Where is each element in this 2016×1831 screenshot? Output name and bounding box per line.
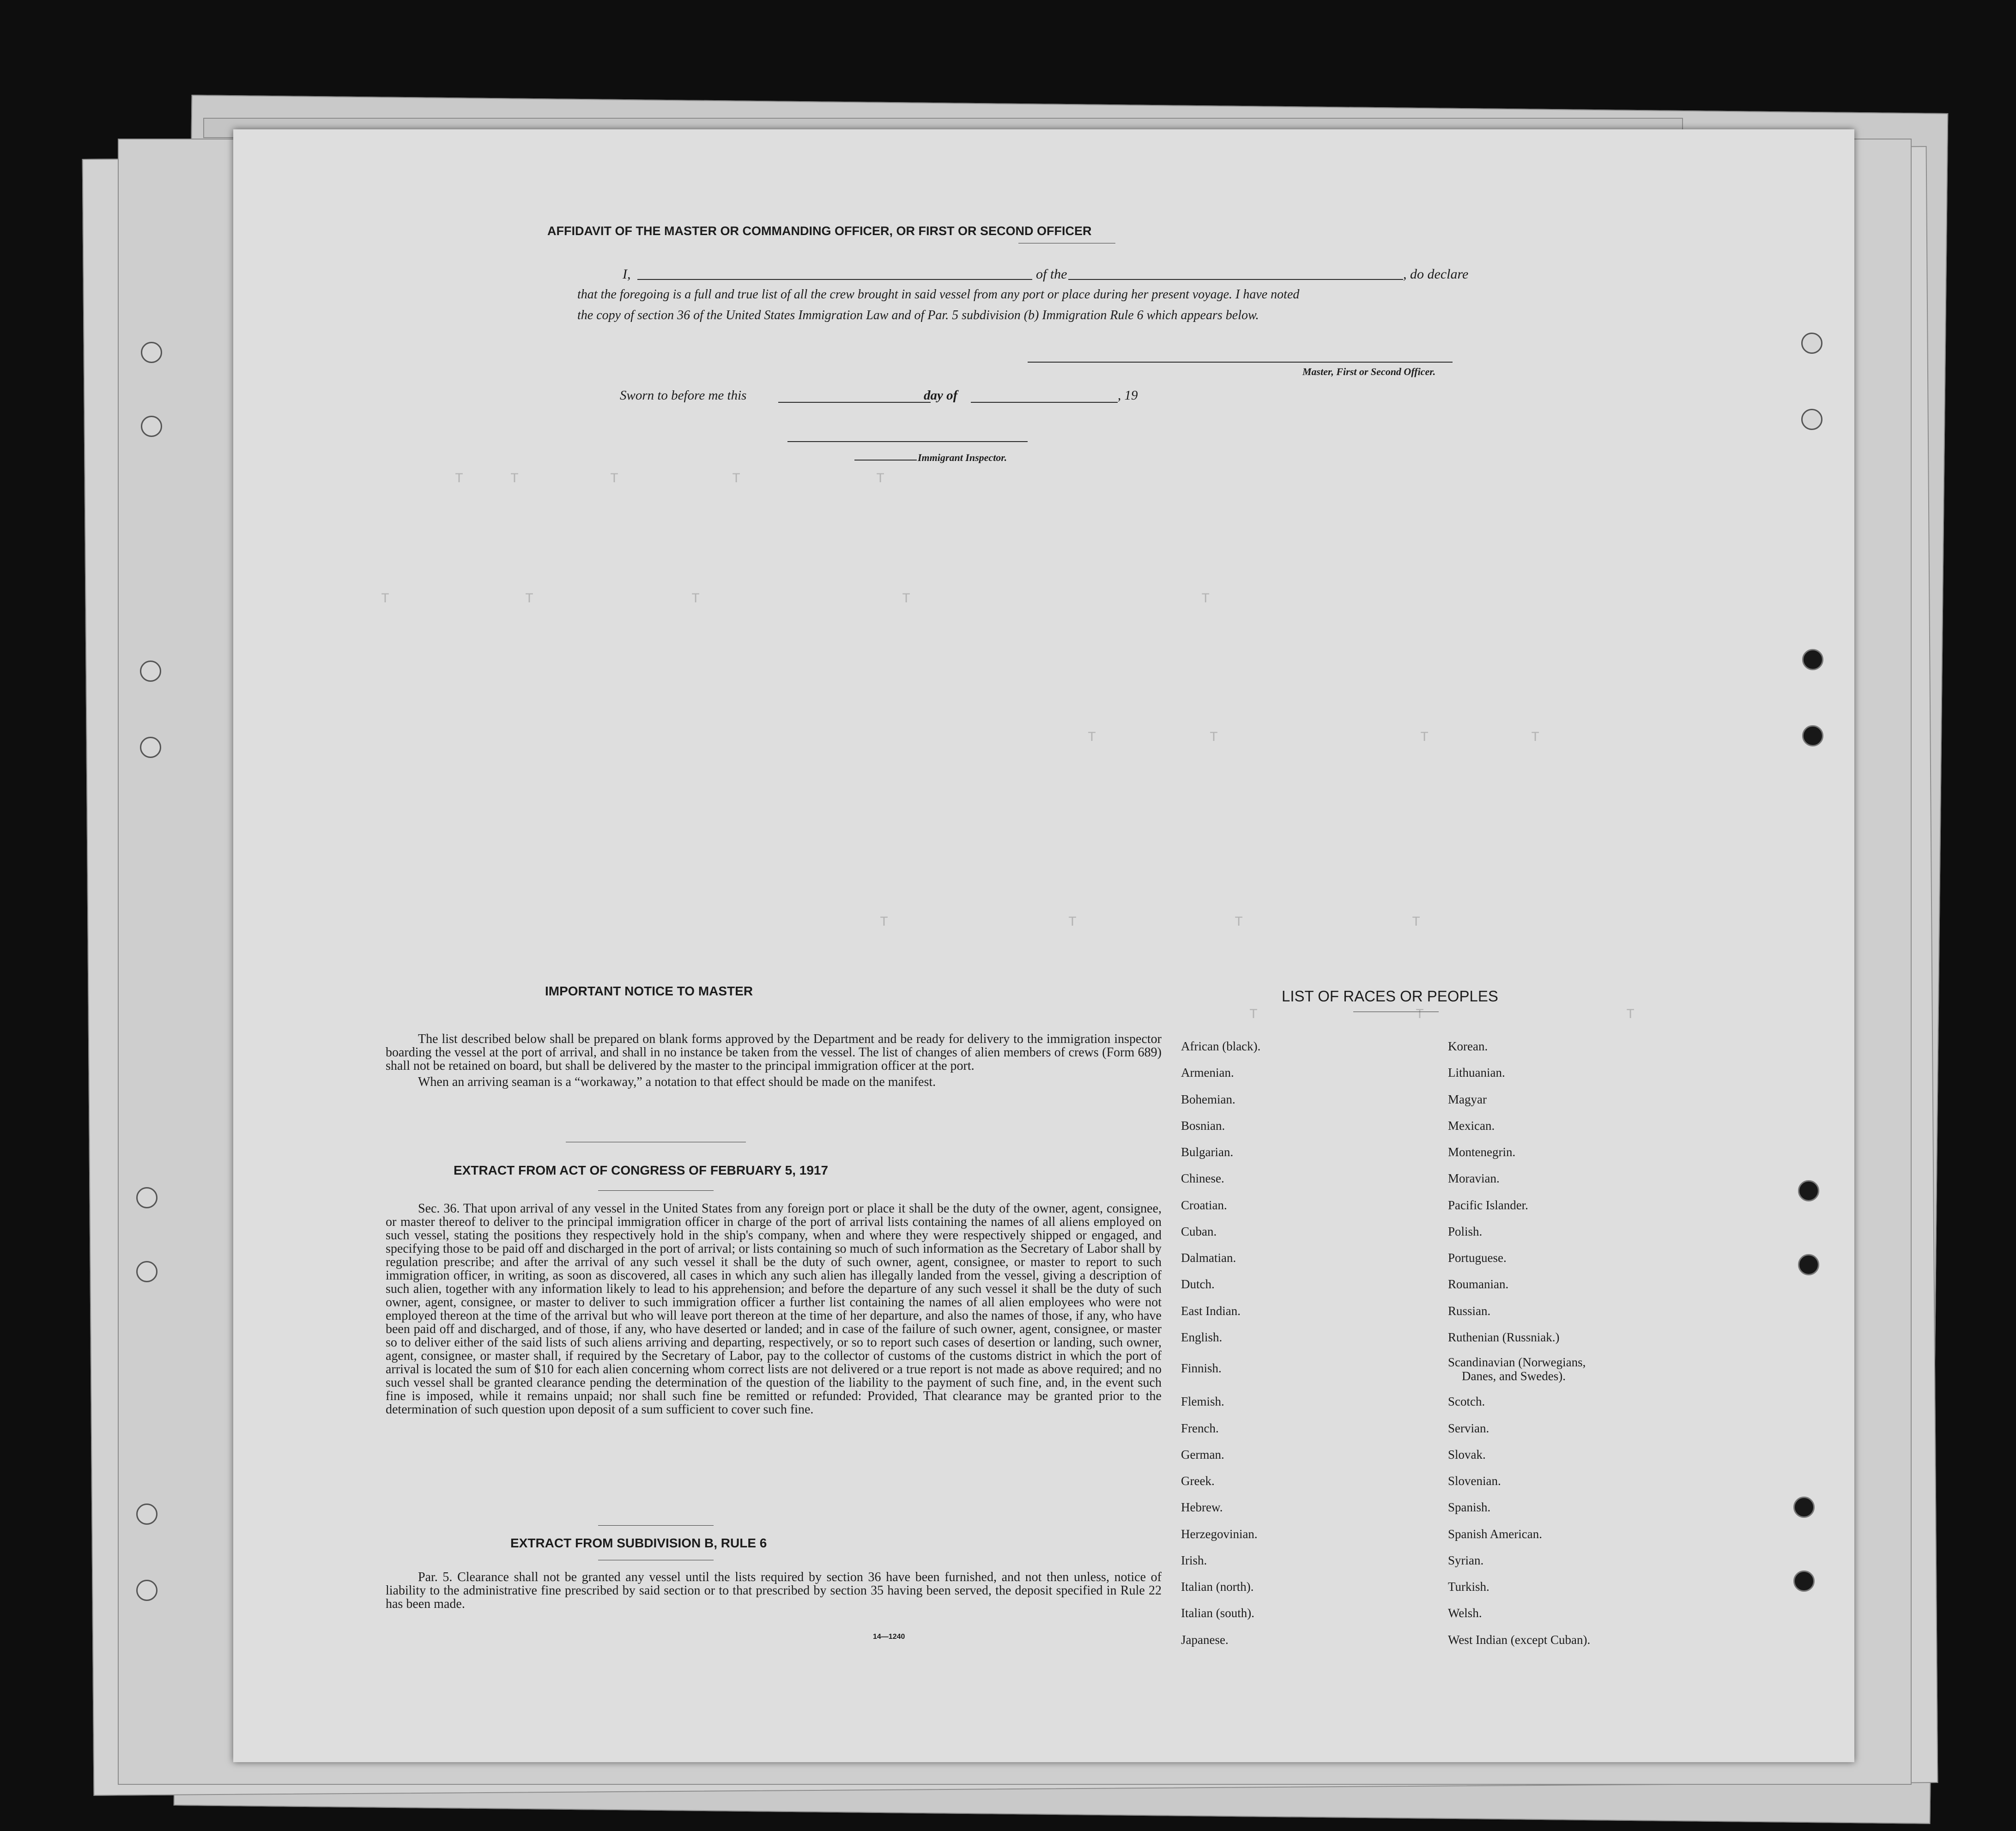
race-item: Bulgarian.	[1181, 1145, 1234, 1159]
race-item: Japanese.	[1181, 1633, 1229, 1647]
affidavit-title: AFFIDAVIT OF THE MASTER OR COMMANDING OFFICER, OR FIRST OR SECOND OFFICER	[547, 224, 1092, 238]
race-item: Italian (north).	[1181, 1580, 1254, 1594]
race-item: African (black).	[1181, 1039, 1261, 1053]
binder-hole	[140, 737, 161, 758]
notice-title: IMPORTANT NOTICE TO MASTER	[545, 984, 753, 998]
race-item: Spanish American.	[1448, 1527, 1542, 1541]
race-item: Russian.	[1448, 1304, 1491, 1318]
race-item: Dutch.	[1181, 1277, 1215, 1291]
race-item: Lithuanian.	[1448, 1066, 1505, 1079]
race-item: Pacific Islander.	[1448, 1198, 1528, 1212]
bleed-through-text: T T T T T	[455, 471, 888, 487]
race-item: East Indian.	[1181, 1304, 1241, 1318]
race-item: German.	[1181, 1448, 1224, 1461]
binder-hole	[136, 1187, 157, 1208]
race-item: Ruthenian (Russniak.)	[1448, 1330, 1560, 1344]
race-item: Bohemian.	[1181, 1092, 1235, 1106]
binder-hole	[1801, 409, 1822, 430]
act-divider	[598, 1190, 714, 1191]
act-extract-title: EXTRACT FROM ACT OF CONGRESS OF FEBRUARY 5, 1917	[454, 1163, 829, 1177]
binder-hole	[1801, 333, 1822, 354]
bleed-through-text: T T T T T	[381, 591, 1213, 607]
affidavit-line-2: that the foregoing is a full and true list of all the crew brought in said vessel from any port or place during her present voyage. I have noted	[577, 287, 1300, 302]
race-item: Portuguese.	[1448, 1251, 1507, 1265]
binder-hole	[140, 661, 161, 682]
notice-text	[386, 1032, 1162, 1089]
race-item: Finnish.	[1181, 1361, 1222, 1375]
sworn-label: Sworn to before me this	[620, 388, 747, 403]
race-item: Korean.	[1448, 1039, 1488, 1053]
binder-hole	[141, 416, 162, 437]
bleed-through-text: T T T T	[1088, 730, 1543, 746]
race-item: West Indian (except Cuban).	[1448, 1633, 1591, 1647]
race-item: Croatian.	[1181, 1198, 1227, 1212]
race-item: Servian.	[1448, 1421, 1489, 1435]
inspector-signature-line	[787, 441, 1028, 442]
rule-extract-title: EXTRACT FROM SUBDIVISION B, RULE 6	[510, 1536, 767, 1550]
race-item: Hebrew.	[1181, 1500, 1223, 1514]
race-item: Dalmatian.	[1181, 1251, 1236, 1265]
affidavit-line-3: the copy of section 36 of the United States Immigration Law and of Par. 5 subdivision (b) Immigration Rule 6 which appears below.	[577, 308, 1259, 322]
race-item: Slovak.	[1448, 1448, 1486, 1461]
race-item: Syrian.	[1448, 1553, 1484, 1567]
do-declare-label: , do declare	[1403, 267, 1469, 282]
declarant-name-line	[637, 279, 1032, 280]
race-item-continuation: Danes, and Swedes).	[1462, 1369, 1566, 1383]
act-section-36: Sec. 36. That upon arrival of any vessel in the United States from any foreign port or place it shall be the duty of the owner, agent, consignee, or master thereof to deliver to the principal immigration officer in charge of the port of arrival lists containing the names of all aliens employed on such vessel, stating the positions they respectively hold in the ship's company, when and where they were respectively shipped or engaged, and specifying those to be paid off and discharged in the port of arrival; or lists containing so much of such information as the Secretary of Labor shall by regulation prescribe; and after the arrival of any such vessel it shall be the duty of such owner, agent, consignee, or master to report to such immigration officer, in writing, as soon as discovered, all cases in which any such alien has illegally landed from the vessel, giving a description of such alien, together with any information likely to lead to his apprehension; and before the departure of any such vessel it shall be the duty of such owner, agent, consignee, or master to deliver to such immigration officer a further list containing the names of all alien employees who were not employed thereon at the time of the arrival but who will leave port thereon at the time of her departure, and also the names of those, if any, who have been paid off and discharged, and of those, if any, who have deserted or landed; and in case of the failure of such owner, agent, consignee, or master so to deliver either of the said lists of such aliens arriving and departing, respectively, or so to report such cases of desertion or landing, such owner, agent, consignee, or master shall, if required by the Secretary of Labor, pay to the collector of customs of the customs district in which the port of arrival is located the sum of $10 for each alien concerning whom correct lists are not delivered or a true report is not made as above required; and no such vessel shall be granted clearance pending the determination of the question of the liability to the payment of such fine, and, in the event such fine is imposed, while it remains unpaid; nor shall such fine be remitted or refunded: Provided, That clearance may be granted prior to the determination of such question upon deposit of a sum sufficient to cover such fine.	[386, 1201, 1162, 1417]
race-item: Irish.	[1181, 1553, 1207, 1567]
race-item: Bosnian.	[1181, 1119, 1225, 1133]
race-item: Cuban.	[1181, 1225, 1217, 1238]
binder-hole	[1798, 1180, 1819, 1201]
race-item: English.	[1181, 1330, 1223, 1344]
inspector-short-line	[854, 460, 917, 461]
form-number: 14—1240	[873, 1633, 905, 1641]
race-item: Mexican.	[1448, 1119, 1495, 1133]
sworn-month-line	[971, 402, 1118, 403]
rule-paragraph-5: Par. 5. Clearance shall not be granted any vessel until the lists required by section 36 have been furnished, and not then unless, notice of liability to the administrative fine prescribed by said section or to that prescribed by section 35 having been served, the deposit specified in Rule 22 has been made.	[386, 1570, 1162, 1611]
race-item: Flemish.	[1181, 1394, 1224, 1408]
vessel-name-line	[1068, 279, 1403, 280]
race-item: Montenegrin.	[1448, 1145, 1516, 1159]
binder-hole	[136, 1504, 157, 1525]
race-item: Roumanian.	[1448, 1277, 1509, 1291]
master-signature-label: Master, First or Second Officer.	[1302, 366, 1436, 377]
binder-hole	[1793, 1570, 1815, 1592]
bleed-through-text: T T T T	[880, 915, 1423, 930]
act-end-divider	[598, 1525, 714, 1526]
race-item: Slovenian.	[1448, 1474, 1501, 1488]
binder-hole	[1802, 649, 1823, 670]
notice-paragraph-2: When an arriving seaman is a “workaway,” a notation to that effect should be made on the manifest.	[418, 1075, 936, 1089]
race-item: Magyar	[1448, 1092, 1487, 1106]
race-item: Polish.	[1448, 1225, 1483, 1238]
inspector-label: Immigrant Inspector.	[918, 452, 1007, 463]
binder-hole	[1798, 1254, 1819, 1275]
race-item: Chinese.	[1181, 1171, 1224, 1185]
binder-hole	[136, 1261, 157, 1282]
notice-paragraph-1: The list described below shall be prepared on blank forms approved by the Department and be ready for delivery to the immigration inspector boarding the vessel at the port of arrival, and shall in no instance be taken from the vessel. The list of changes of alien members of crews (Form 689) shall not be retained on board, but shall be delivered by the master to the principal immigration officer at the port.	[386, 1032, 1162, 1073]
master-signature-line	[1028, 362, 1453, 363]
day-of-label: day of	[924, 388, 958, 403]
race-item: Herzegovinian.	[1181, 1527, 1258, 1541]
act-extract-text	[386, 1202, 1162, 1416]
race-item: Greek.	[1181, 1474, 1215, 1488]
race-item: Armenian.	[1181, 1066, 1234, 1079]
race-item: Moravian.	[1448, 1171, 1500, 1185]
race-item: Welsh.	[1448, 1606, 1482, 1620]
race-item: Spanish.	[1448, 1500, 1491, 1514]
manifest-form-page	[233, 129, 1854, 1762]
of-the-label: of the	[1036, 267, 1067, 282]
race-item: Scandinavian (Norwegians,	[1448, 1355, 1586, 1369]
races-title: LIST OF RACES OR PEOPLES	[1282, 988, 1498, 1005]
binder-hole	[1802, 725, 1823, 746]
race-item: Turkish.	[1448, 1580, 1489, 1594]
race-item: French.	[1181, 1421, 1219, 1435]
binder-hole	[136, 1580, 157, 1601]
year-label: , 19	[1118, 388, 1138, 403]
rule-extract-text	[386, 1570, 1162, 1611]
sworn-date-line	[778, 402, 931, 403]
binder-hole	[1793, 1497, 1815, 1518]
binder-hole	[141, 342, 162, 363]
bleed-through-text: T T T	[1249, 1007, 1638, 1023]
race-item: Scotch.	[1448, 1394, 1485, 1408]
declarant-i-label: I,	[623, 267, 631, 282]
race-item: Italian (south).	[1181, 1606, 1254, 1620]
